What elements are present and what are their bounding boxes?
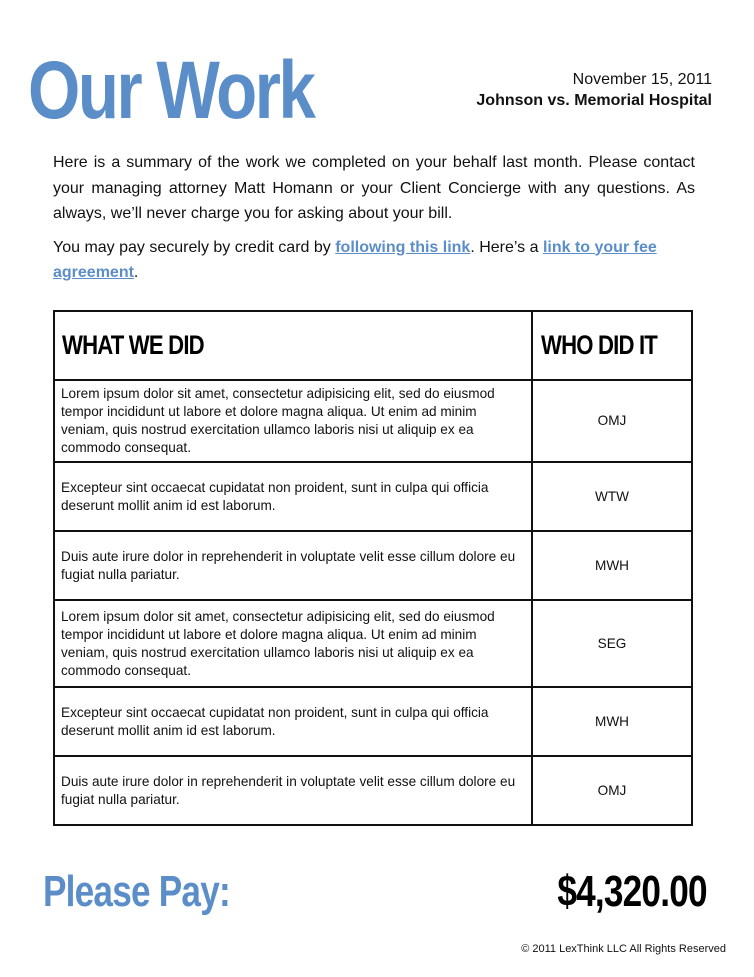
table-row <box>54 756 692 825</box>
work-initials: SEG <box>532 600 692 687</box>
table-row <box>54 462 692 531</box>
header-what-we-did <box>54 311 532 380</box>
page-title: Our Work <box>28 45 314 136</box>
invoice-date: November 15, 2011 <box>572 71 712 88</box>
amount-due: $4,320.00 <box>557 867 707 916</box>
work-description: Lorem ipsum dolor sit amet, consectetur adipisicing elit, sed do eiusmod tempor incididunt ut labore et dolore magna aliqua. Ut enim ad minim veniam, quis nostrud exercitation ullamco laboris nisi ut aliquip ex ea commodo consequat. <box>54 380 532 462</box>
work-initials: OMJ <box>532 380 692 462</box>
work-description: Excepteur sint occaecat cupidatat non proident, sunt in culpa qui officia deserunt mollit anim id est laborum. <box>54 687 532 756</box>
intro-paragraph: Here is a summary of the work we completed on your behalf last month. Please contact your managing attorney Matt Homann or your Client Concierge with any questions. As always, we’ll never charge you for asking about your bill. <box>53 154 695 222</box>
copyright-footer: © 2011 LexThink LLC All Rights Reserved <box>521 943 726 955</box>
payment-text-before: You may pay securely by credit card by <box>53 238 336 256</box>
intro-section <box>53 150 695 294</box>
work-description: Lorem ipsum dolor sit amet, consectetur adipisicing elit, sed do eiusmod tempor incididunt ut labore et dolore magna aliqua. Ut enim ad minim veniam, quis nostrud exercitation ullamco laboris nisi ut aliquip ex ea commodo consequat. <box>54 600 532 687</box>
header-who-did-it-label: WHO DID IT <box>541 330 658 360</box>
table-row <box>54 380 692 462</box>
table-row <box>54 600 692 687</box>
header-meta <box>476 69 712 111</box>
work-description: Excepteur sint occaecat cupidatat non proident, sunt in culpa qui officia deserunt mollit anim id est laborum. <box>54 462 532 531</box>
payment-text-after: . <box>133 264 139 281</box>
table-header-row <box>54 311 692 380</box>
table-row <box>54 531 692 600</box>
work-table <box>53 310 693 826</box>
work-initials: MWH <box>532 687 692 756</box>
work-initials: MWH <box>532 531 692 600</box>
header-what-we-did-label: WHAT WE DID <box>62 330 204 360</box>
header-who-did-it <box>532 311 692 380</box>
please-pay-label: Please Pay: <box>43 867 230 916</box>
payment-paragraph <box>53 235 695 286</box>
case-name: Johnson vs. Memorial Hospital <box>476 92 712 109</box>
work-initials: WTW <box>532 462 692 531</box>
fee-agreement-link[interactable]: link to your fee agreement <box>53 238 657 281</box>
table-row <box>54 687 692 756</box>
payment-text-middle: . Here’s a <box>470 238 543 256</box>
work-description: Duis aute irure dolor in reprehenderit in voluptate velit esse cillum dolore eu fugiat nulla pariatur. <box>54 756 532 825</box>
work-description: Duis aute irure dolor in reprehenderit in voluptate velit esse cillum dolore eu fugiat nulla pariatur. <box>54 531 532 600</box>
work-initials: OMJ <box>532 756 692 825</box>
pay-by-card-link[interactable]: following this link <box>335 238 471 256</box>
